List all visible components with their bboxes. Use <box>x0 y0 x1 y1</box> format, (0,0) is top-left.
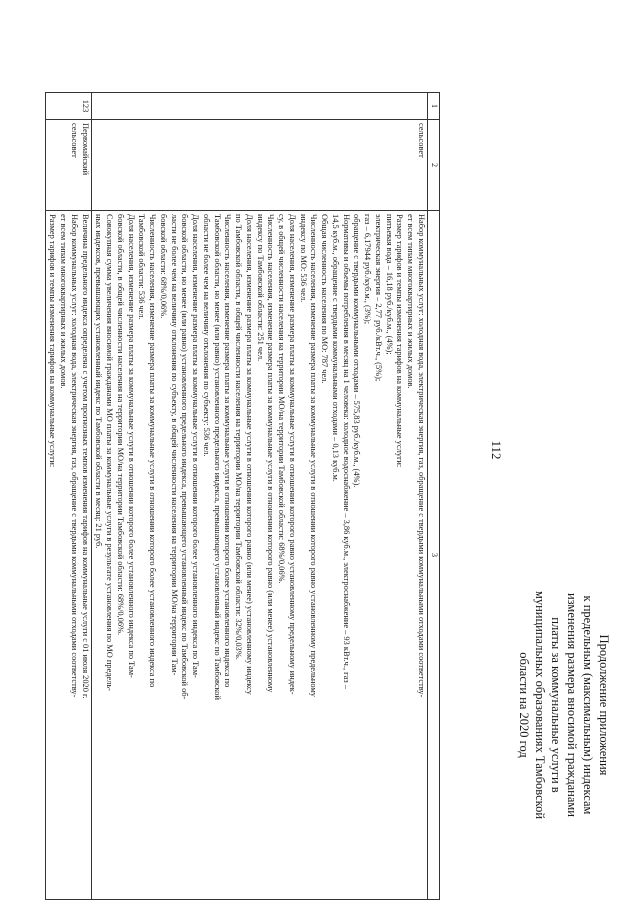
description-line: бовской области: 68%/0,06%. <box>159 214 168 319</box>
description-line: индексу по Тамбовской области: 251 чел. <box>255 214 265 362</box>
description-line: Набор коммунальных услуг: холодная вода, электрическая энергия, газ, обращение с твердыми коммунальными отходами соответству- <box>70 214 79 698</box>
caption-line: области на 2020 год <box>517 652 531 758</box>
description-line: питьевая вода – 16,18 руб./куб.м., (4%); <box>384 214 394 355</box>
description-line: Совокупная сумма увеличения вносимой гражданами МО платы за коммунальные услуги в результате установления по МО предель- <box>105 214 115 691</box>
row-number <box>91 93 427 120</box>
caption-line: Продолжение приложения <box>597 634 611 776</box>
table-row <box>45 93 91 900</box>
caption-line: к предельным (максимальным) индексам <box>581 595 595 815</box>
index-description <box>91 211 427 900</box>
row-number: 123 <box>45 93 91 120</box>
municipality-name <box>45 120 91 211</box>
description-line: индексу по МО: 536 чел. <box>298 214 308 303</box>
municipality-name-line: Первомайский <box>80 123 90 176</box>
description-line: по Тамбовской области, в общей численности населения на территории МО/на территории Тамбовской области: 32%/0,03%. <box>234 214 244 660</box>
header-col-1: 1 <box>428 93 440 120</box>
description-line: ласти не более чем на величину отклонения по субъекту, в общей численности населения на территории МО/на территории Там- <box>169 214 179 676</box>
description-line: Величина предельного индекса определена с учетом прогнозных темпов изменения тарифов на коммунальные услуги с 01 июля 2020 г. <box>80 214 90 699</box>
description-line: Размер тарифов и темпы изменения тарифов на коммунальные услуги: <box>395 214 405 468</box>
description-line: 14,5 куб.м., обращение с твердыми коммунальными отходами – 0,13 куб.м. <box>331 214 340 482</box>
description-line: Численность населения, изменение размера платы за коммунальные услуги в отношении которого более установленного индекса по <box>223 214 233 688</box>
appendix-caption <box>516 540 612 870</box>
description-line: Доля населения, изменение размера платы за коммунальные услуги в отношении которого равно (или менее) установленному индексу <box>245 214 254 695</box>
index-description <box>45 211 91 900</box>
description-line: ет всем типам многоквартирных и жилых домов. <box>59 214 69 389</box>
description-line: Набор коммунальных услуг: холодная вода, электрическая энергия, газ, обращение с твердыми коммунальными отходами соответству- <box>417 214 426 698</box>
description-line: Нормативы и объемы потребления в месяц на 1 человека: холодное водоснабжение – 3,86 куб.м., электроснабжение – 93 кВт.ч., газ – <box>341 214 351 689</box>
description-line: Общая численность населения по МО: 787 чел. <box>320 214 330 384</box>
description-line: ет всем типам многоквартирных и жилых домов. <box>406 214 416 389</box>
page-number: 112 <box>489 440 504 460</box>
municipality-name-line: сельсовет <box>417 123 426 158</box>
description-line: Доля населения, изменение размера платы за коммунальные услуги в отношении которого равно установленному предельному индек- <box>288 214 297 695</box>
description-line: су, в общей численности населения на территории МО/на территории Тамбовской области: 68%/0,06%. <box>277 214 287 584</box>
table-header-row <box>428 93 440 900</box>
description-line: Численность населения, изменение размера платы за коммунальные услуги в отношении которого равно установленному предельному <box>309 214 319 697</box>
caption-line: изменения размера вносимой гражданами <box>565 592 579 817</box>
description-line: Тамбовской области: 536 чел. <box>137 214 147 320</box>
description-line: газ – 6,17944 руб./куб.м., (3%); <box>363 214 373 325</box>
description-line: электрическая энергия – 2,77 руб./кВт.ч., (5%); <box>374 214 383 382</box>
description-line: Доля населения, изменение размера платы за коммунальные услуги в отношении которого более установленного индекса по Там- <box>126 214 136 678</box>
description-line: бовской области, в общей численности населения на территории МО/на территории Тамбовской области: 68%/0,06%. <box>116 214 125 636</box>
description-line: обращение с твердыми коммунальными отходами – 575,83 руб./куб.м., (4%). <box>352 214 362 488</box>
description-line: области не более чем на величину отклонения по субъекту: 536 чел. <box>202 214 211 457</box>
tariff-index-table <box>45 92 440 900</box>
header-col-3: 3 <box>428 211 440 900</box>
description-line: Размер тарифов и темпы изменения тарифов на коммунальные услуги: <box>48 214 58 468</box>
municipality-name-line: сельсовет <box>70 123 79 158</box>
description-line: бовской области, но менее (или равно) установленного предельного индекса, превышающего установленный индекс по Тамбовской об- <box>180 214 190 700</box>
description-line: Численность населения, изменение размера платы за коммунальные услуги в отношении которого равно (или менее) установленному <box>266 214 276 693</box>
description-line: Численность населения, изменение размера платы за коммунальные услуги в отношении которого более установленного индекса по <box>148 214 158 688</box>
caption-line: платы за коммунальные услуги в <box>549 617 563 793</box>
municipality-name <box>91 120 427 211</box>
table-row <box>91 93 427 900</box>
caption-line: муниципальных образованиях Тамбовской <box>533 590 547 820</box>
header-col-2: 2 <box>428 120 440 211</box>
description-line: ных индексов, превышающих установленный индекс по Тамбовской области в месяц: 21 руб. <box>94 214 104 549</box>
description-line: Доля населения, изменение размера платы за коммунальные услуги в отношении которого более установленного индекса по Там- <box>191 214 201 678</box>
description-line: Тамбовской области, но менее (или равно) установленного предельного индекса, превышающего установленный индекс по Тамбовской <box>212 214 222 700</box>
